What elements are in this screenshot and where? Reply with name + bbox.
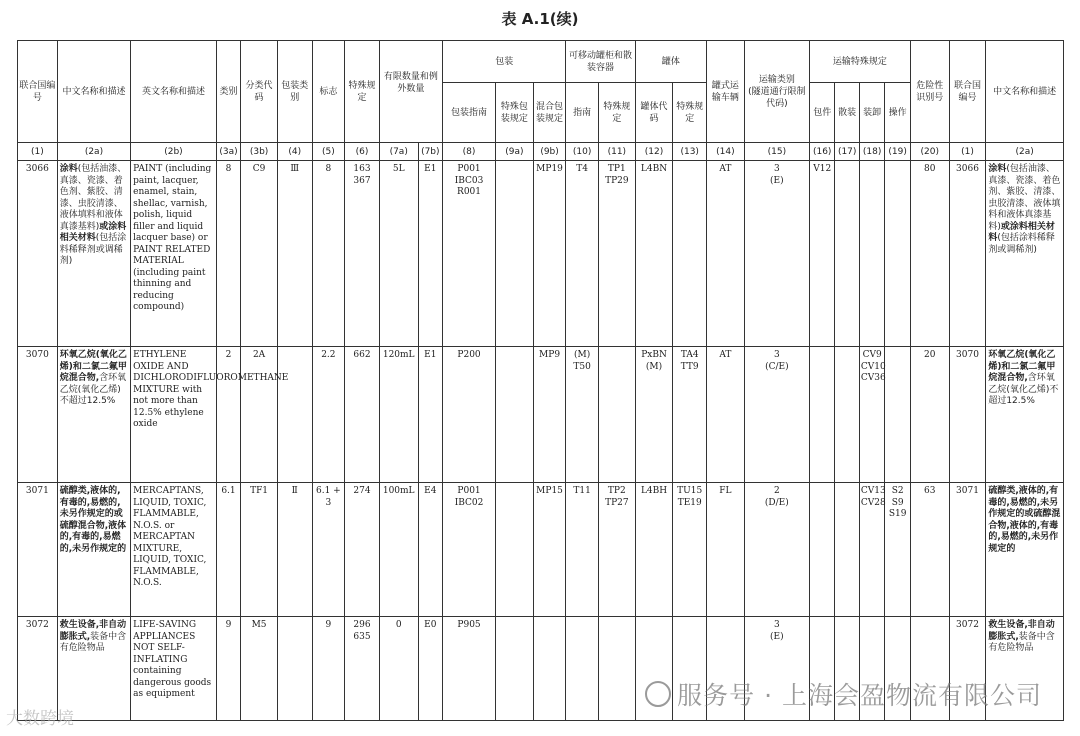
cell-name-cn-2-bold: 救生设备,非自动膨胀式, — [988, 620, 1055, 642]
cell-labels: 2.2 — [312, 347, 345, 483]
hdr-tank-special: 特殊规定 — [673, 83, 707, 143]
cell-tank-vehicle: AT — [707, 161, 745, 347]
hdr-labels: 标志 — [312, 41, 345, 143]
cell-un-no-2: 3071 — [949, 483, 986, 617]
cell-ts-operation — [885, 161, 911, 347]
cell-limited-qty: 120mL — [379, 347, 418, 483]
cell-special-provisions: 296 635 — [345, 617, 380, 721]
cell-labels: 8 — [312, 161, 345, 347]
hdr-transport-special: 运输特殊规定 — [809, 41, 910, 83]
cell-pack-special — [496, 617, 534, 721]
hdr-pack-instr: 包装指南 — [443, 83, 496, 143]
hdr-portable-instr: 指南 — [566, 83, 599, 143]
cell-pack-special — [496, 347, 534, 483]
hdr-class: 类别 — [216, 41, 240, 143]
cell-name-cn-2-text: (包括油漆、真漆、瓷漆、着色剂、紫胶、清漆、虫胶清漆、液体填料和液体真漆基料) — [988, 164, 1061, 232]
cell-pack-instr: P001 IBC02 — [443, 483, 496, 617]
column-number-row — [18, 143, 1064, 161]
column-number: (7b) — [418, 143, 442, 161]
cell-class: 6.1 — [216, 483, 240, 617]
cell-name-cn-2-bold: 涂料 — [988, 164, 1007, 174]
dangerous-goods-table — [17, 40, 1064, 721]
cell-tank-vehicle: AT — [707, 347, 745, 483]
cell-un-no-2: 3066 — [949, 161, 986, 347]
cell-pack-instr: P200 — [443, 347, 496, 483]
hdr-name-cn-2: 中文名称和描述 — [986, 41, 1064, 143]
column-number: (9b) — [533, 143, 566, 161]
hdr-pack-special: 特殊包装规定 — [496, 83, 534, 143]
cell-ts-operation — [885, 347, 911, 483]
cell-ts-loading — [859, 161, 884, 347]
cell-class-code: TF1 — [241, 483, 278, 617]
cell-tank-special: TA4 TT9 — [673, 347, 707, 483]
cell-transport-category: 3 (C/E) — [744, 347, 809, 483]
column-number: (2a) — [986, 143, 1064, 161]
cell-name-cn-2-text: 含环氧乙烷(氧化乙烯)不超过12.5% — [988, 373, 1059, 406]
cell-special-provisions: 662 — [345, 347, 380, 483]
cell-labels: 6.1 + 3 — [312, 483, 345, 617]
table-body — [18, 161, 1064, 721]
cell-transport-category: 3 (E) — [744, 617, 809, 721]
column-number: (17) — [835, 143, 859, 161]
cell-special-provisions: 274 — [345, 483, 380, 617]
cell-ts-bulk — [835, 161, 859, 347]
column-number: (2b) — [131, 143, 217, 161]
cell-limited-qty: 5L — [379, 161, 418, 347]
cell-tank-special: TU15 TE19 — [673, 483, 707, 617]
column-number: (10) — [566, 143, 599, 161]
cell-name-cn-bold: 环氧乙烷(氧化乙烯)和二氯二氟甲烷混合物, — [59, 350, 127, 383]
cell-un-no: 3070 — [18, 347, 58, 483]
cell-name-cn-bold: 涂料 — [59, 164, 78, 174]
watermark-text: 服务号 · 上海会盈物流有限公司 — [677, 681, 1042, 710]
column-number: (11) — [598, 143, 635, 161]
cell-un-no: 3071 — [18, 483, 58, 617]
cell-excepted-qty: E0 — [418, 617, 442, 721]
cell-tank-code: L4BH — [635, 483, 673, 617]
cell-name-cn — [57, 483, 130, 617]
cell-name-cn-text: (包括油漆、真漆、瓷漆、着色剂、紫胶、清漆、虫胶清漆、液体填料和液体真漆基料) — [59, 164, 127, 232]
cell-transport-category: 2 (D/E) — [744, 483, 809, 617]
cell-un-no-2: 3070 — [949, 347, 986, 483]
cell-hazard-id: 20 — [910, 347, 949, 483]
table-row — [18, 483, 1064, 617]
hdr-hazard-id: 危险性识别号 — [910, 41, 949, 143]
hdr-class-code: 分类代码 — [241, 41, 278, 143]
cell-portable-instr: (M) T50 — [566, 347, 599, 483]
cell-un-no: 3072 — [18, 617, 58, 721]
cell-packing-group — [277, 617, 312, 721]
cell-ts-bulk — [835, 347, 859, 483]
cell-name-cn-2 — [986, 161, 1064, 347]
hdr-packing-group: 包装类别 — [277, 41, 312, 143]
hdr-mixed-packing: 混合包装规定 — [533, 83, 566, 143]
hdr-limited-quantities: 有限数量和例外数量 — [379, 41, 442, 143]
hdr-transport-category-label: 运输类别 — [758, 74, 795, 85]
cell-labels: 9 — [312, 617, 345, 721]
cell-tank-code: PxBN (M) — [635, 347, 673, 483]
cell-ts-packages — [809, 347, 834, 483]
column-number: (2a) — [57, 143, 130, 161]
hdr-name-cn: 中文名称和描述 — [57, 41, 130, 143]
cell-name-cn — [57, 161, 130, 347]
cell-un-no-2: 3072 — [949, 617, 986, 721]
cell-ts-loading: CV9 CV10 CV36 — [859, 347, 884, 483]
cell-packing-group — [277, 347, 312, 483]
cell-hazard-id: 63 — [910, 483, 949, 617]
column-number: (13) — [673, 143, 707, 161]
cell-mixed-packing: MP9 — [533, 347, 566, 483]
cell-pack-instr: P001 IBC03 R001 — [443, 161, 496, 347]
column-number: (15) — [744, 143, 809, 161]
cell-mixed-packing — [533, 617, 566, 721]
hdr-un-no: 联合国编号 — [18, 41, 58, 143]
cell-ts-loading: CV13 CV28 — [859, 483, 884, 617]
table-title: 表 A.1(续) — [501, 10, 579, 28]
hdr-portable-special: 特殊规定 — [598, 83, 635, 143]
cell-hazard-id: 80 — [910, 161, 949, 347]
watermark-secondary: 大数跨境 — [6, 709, 74, 729]
column-number: (4) — [277, 143, 312, 161]
cell-name-en: ETHYLENE OXIDE AND DICHLORODIFLUOROMETHANE MIXTURE with not more than 12.5% ethylene oxide — [131, 347, 217, 483]
column-number: (19) — [885, 143, 911, 161]
hdr-tank-code: 罐体代码 — [635, 83, 673, 143]
hdr-tunnel-code: (隧道通行限制代码) — [748, 86, 806, 109]
hdr-ts-loading: 装卸 — [859, 83, 884, 143]
hdr-ts-packages: 包件 — [809, 83, 834, 143]
cell-class-code: M5 — [241, 617, 278, 721]
column-number: (7a) — [379, 143, 418, 161]
table-header — [18, 41, 1064, 161]
cell-ts-packages: V12 — [809, 161, 834, 347]
column-number: (12) — [635, 143, 673, 161]
cell-class: 9 — [216, 617, 240, 721]
hdr-un-no-2: 联合国编号 — [949, 41, 986, 143]
cell-tank-vehicle: FL — [707, 483, 745, 617]
cell-class: 8 — [216, 161, 240, 347]
cell-name-cn-bold: 救生设备,非自动膨胀式, — [59, 620, 127, 642]
cell-name-cn-text: 装备中含有危险物品 — [59, 631, 127, 653]
table-row — [18, 347, 1064, 483]
cell-portable-instr — [566, 617, 599, 721]
cell-class-code: 2A — [241, 347, 278, 483]
cell-portable-instr: T11 — [566, 483, 599, 617]
cell-portable-special — [598, 617, 635, 721]
cell-pack-special — [496, 483, 534, 617]
cell-mixed-packing: MP19 — [533, 161, 566, 347]
hdr-transport-category — [744, 41, 809, 143]
hdr-portable-tanks: 可移动罐柜和散装容器 — [566, 41, 635, 83]
cell-portable-special — [598, 347, 635, 483]
cell-name-cn-2-text: 装备中含有危险物品 — [988, 631, 1055, 653]
cell-name-en: LIFE-SAVING APPLIANCES NOT SELF-INFLATING containing dangerous goods as equipment — [131, 617, 217, 721]
cell-name-cn-2-bold: 环氧乙烷(氧化乙烯)和二氯二氟甲烷混合物, — [988, 350, 1056, 383]
column-number: (20) — [910, 143, 949, 161]
cell-name-cn-bold: 硫醇类,液体的,有毒的,易燃的,未另作规定的或硫醇混合物,液体的,有毒的,易燃的,未另作规定的 — [59, 486, 127, 554]
wechat-icon — [645, 681, 671, 707]
cell-special-provisions: 163 367 — [345, 161, 380, 347]
cell-name-en: PAINT (including paint, lacquer, enamel, stain, shellac, varnish, polish, liquid filler and liquid lacquer base) or PAINT RELATED MATERIAL (including paint thinning and reducing compound) — [131, 161, 217, 347]
column-number: (1) — [18, 143, 58, 161]
cell-transport-category: 3 (E) — [744, 161, 809, 347]
cell-tank-special — [673, 161, 707, 347]
cell-ts-packages — [809, 483, 834, 617]
cell-name-cn-bold: 或涂料相关材料 — [59, 221, 127, 243]
cell-class-code: C9 — [241, 161, 278, 347]
cell-name-cn-2-text: (包括涂料稀释剂或调稀剂) — [988, 233, 1055, 255]
cell-portable-instr: T4 — [566, 161, 599, 347]
cell-portable-special: TP1 TP29 — [598, 161, 635, 347]
cell-name-en: MERCAPTANS, LIQUID, TOXIC, FLAMMABLE, N.O.S. or MERCAPTAN MIXTURE, LIQUID, TOXIC, FLAMMABLE, N.O.S. — [131, 483, 217, 617]
cell-pack-special — [496, 161, 534, 347]
cell-excepted-qty: E4 — [418, 483, 442, 617]
cell-ts-operation: S2 S9 S19 — [885, 483, 911, 617]
cell-ts-bulk — [835, 483, 859, 617]
cell-name-cn-text: (包括涂料稀释剂或调稀剂) — [59, 233, 127, 266]
hdr-tank-vehicle: 罐式运输车辆 — [707, 41, 745, 143]
cell-packing-group: Ⅱ — [277, 483, 312, 617]
column-number: (14) — [707, 143, 745, 161]
column-number: (8) — [443, 143, 496, 161]
cell-pack-instr: P905 — [443, 617, 496, 721]
cell-tank-code: L4BN — [635, 161, 673, 347]
cell-portable-special: TP2 TP27 — [598, 483, 635, 617]
cell-name-cn-2 — [986, 483, 1064, 617]
hdr-packaging: 包装 — [443, 41, 566, 83]
hdr-ts-bulk: 散装 — [835, 83, 859, 143]
cell-limited-qty: 0 — [379, 617, 418, 721]
cell-un-no: 3066 — [18, 161, 58, 347]
table-row — [18, 161, 1064, 347]
cell-name-cn-2-bold: 或涂料相关材料 — [988, 221, 1055, 243]
column-number: (18) — [859, 143, 884, 161]
column-number: (3a) — [216, 143, 240, 161]
cell-excepted-qty: E1 — [418, 161, 442, 347]
cell-name-cn-text: 含环氧乙烷(氧化乙烯)不超过12.5% — [59, 373, 127, 406]
cell-class: 2 — [216, 347, 240, 483]
column-number: (1) — [949, 143, 986, 161]
watermark — [645, 676, 1042, 712]
hdr-ts-operation: 操作 — [885, 83, 911, 143]
cell-packing-group: Ⅲ — [277, 161, 312, 347]
column-number: (9a) — [496, 143, 534, 161]
column-number: (3b) — [241, 143, 278, 161]
column-number: (6) — [345, 143, 380, 161]
hdr-tank: 罐体 — [635, 41, 706, 83]
cell-name-cn-2 — [986, 347, 1064, 483]
cell-mixed-packing: MP15 — [533, 483, 566, 617]
hdr-name-en: 英文名称和描述 — [131, 41, 217, 143]
hdr-special-provisions: 特殊规定 — [345, 41, 380, 143]
column-number: (5) — [312, 143, 345, 161]
cell-name-cn — [57, 347, 130, 483]
cell-excepted-qty: E1 — [418, 347, 442, 483]
cell-name-cn-2-bold: 硫醇类,液体的,有毒的,易燃的,未另作规定的或硫醇混合物,液体的,有毒的,易燃的,未另作规定的 — [988, 486, 1061, 554]
column-number: (16) — [809, 143, 834, 161]
cell-limited-qty: 100mL — [379, 483, 418, 617]
